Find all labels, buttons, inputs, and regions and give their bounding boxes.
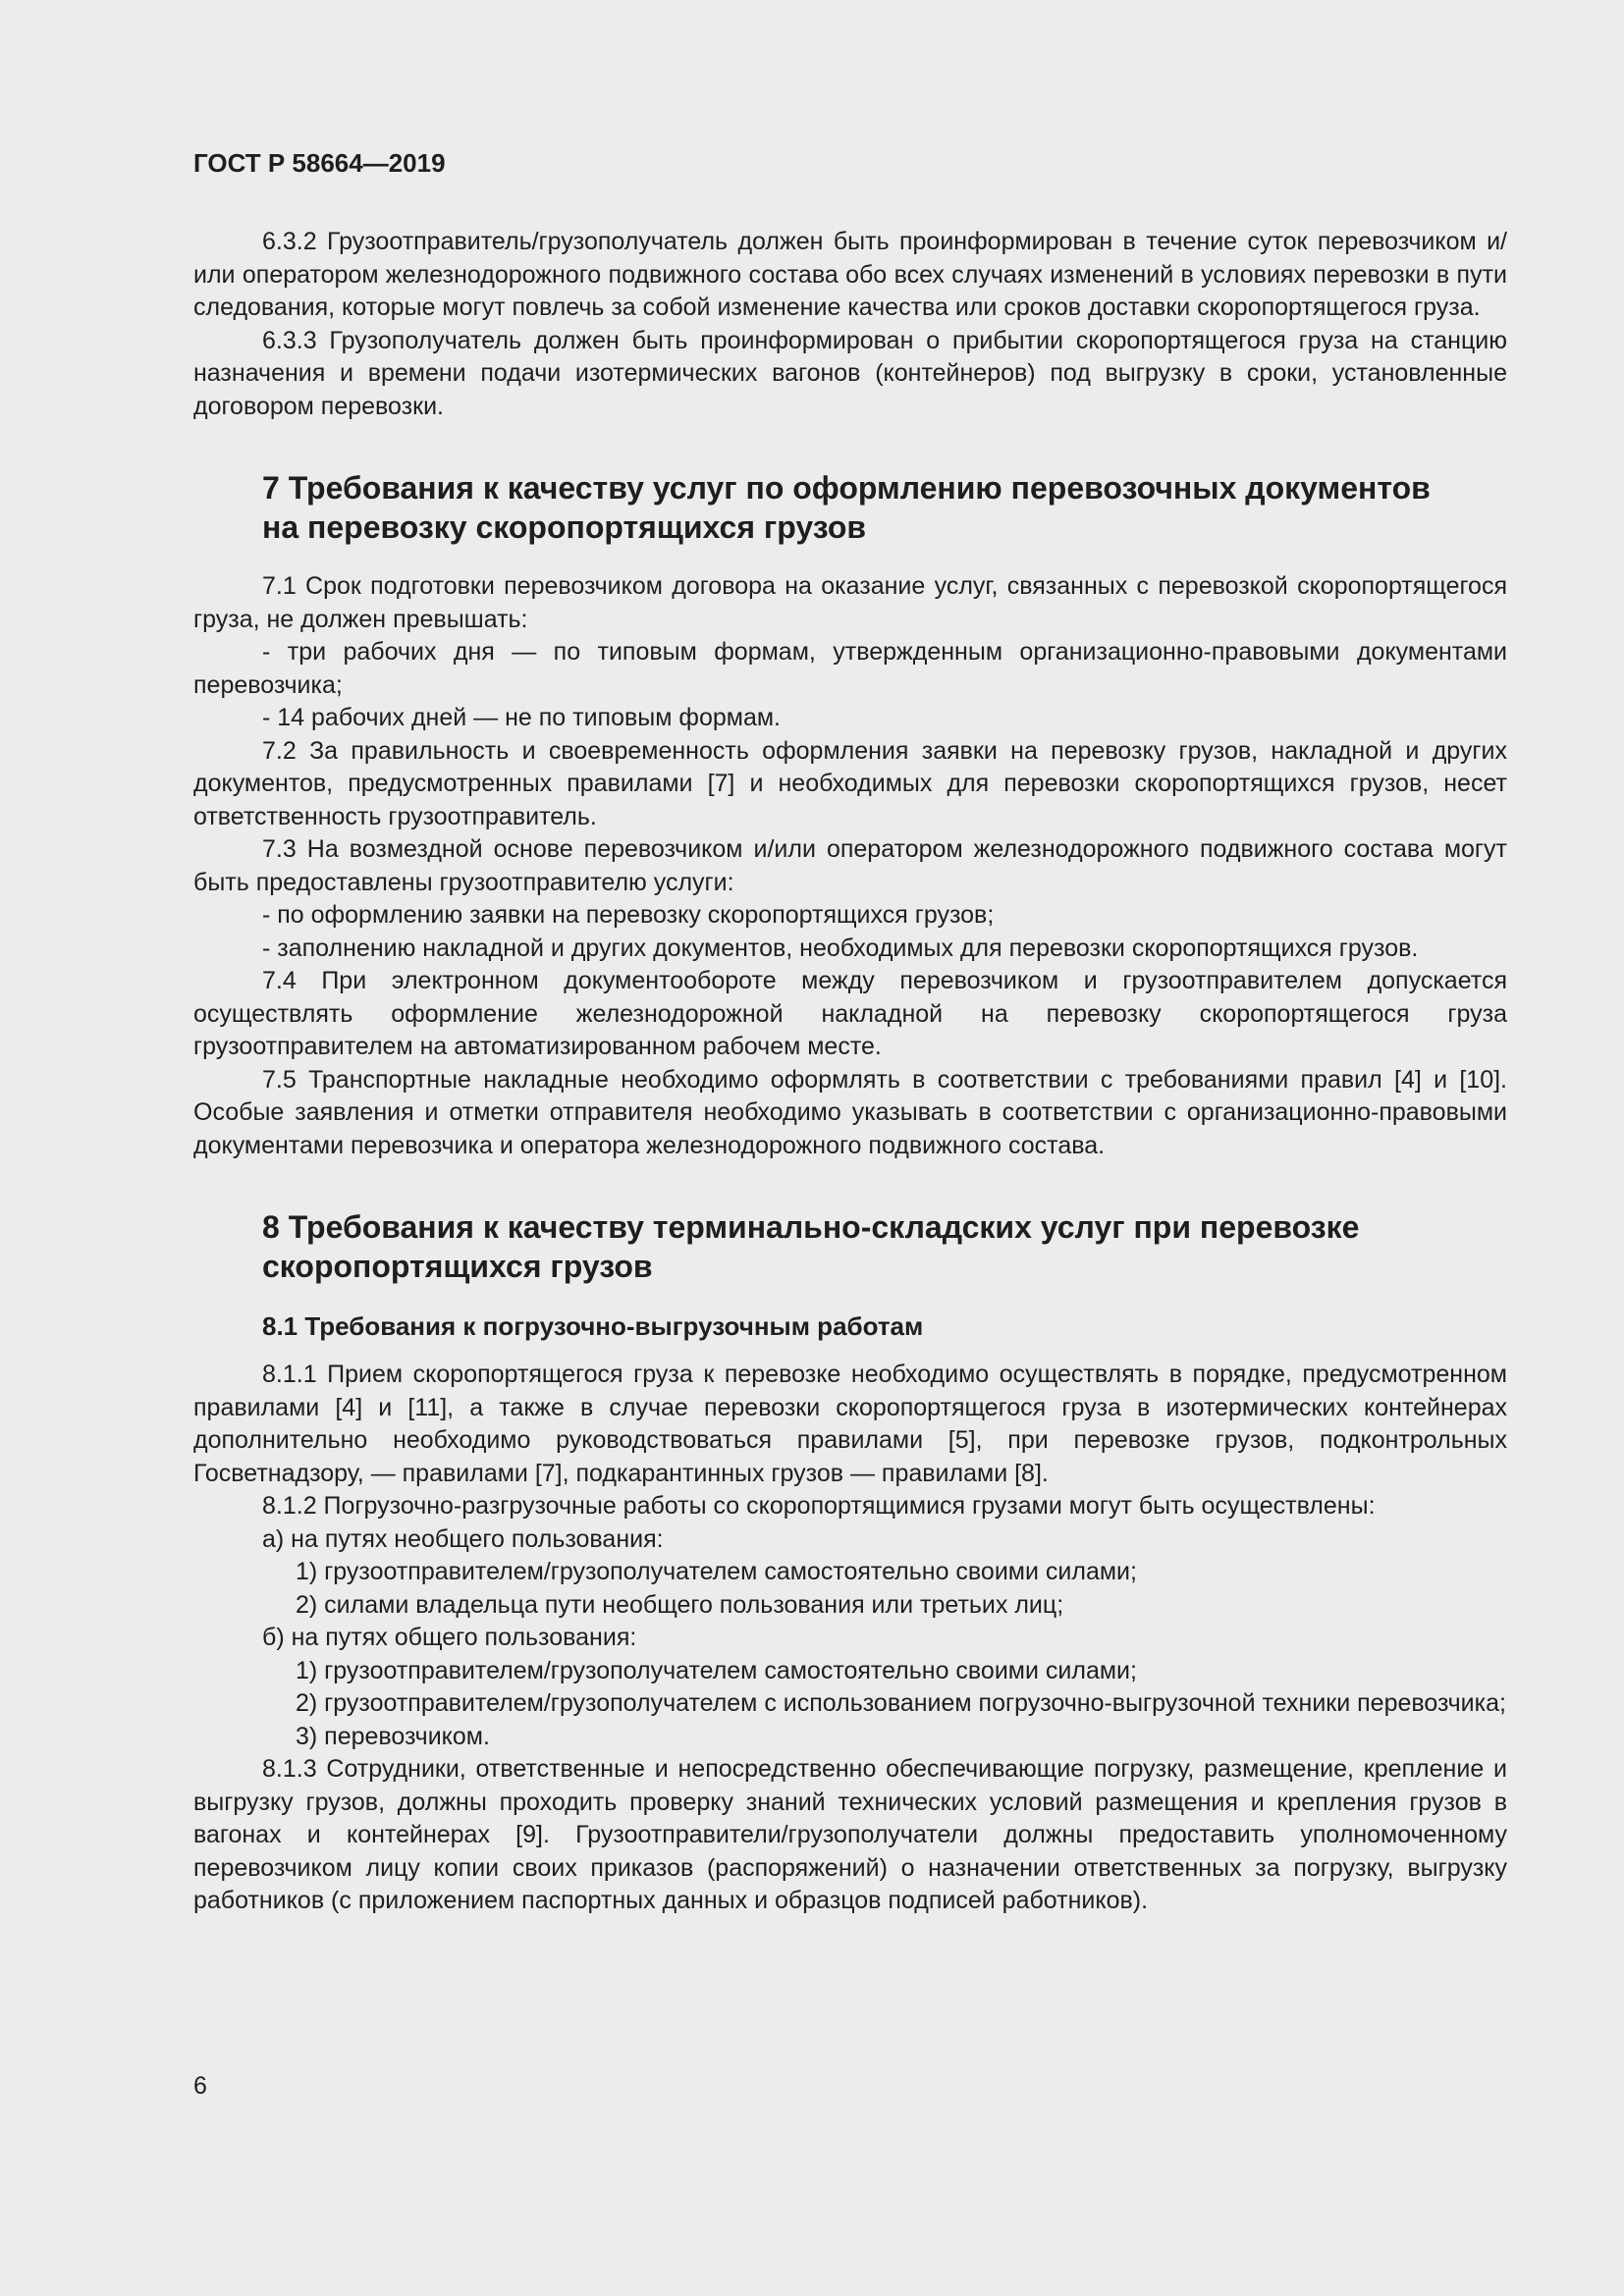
page-number: 6	[193, 2072, 207, 2100]
list-item: 2) грузоотправителем/грузополучателем с использованием погрузочно-выгрузочной техники перевозчика;	[296, 1689, 1506, 1717]
paragraph-7-5: 7.5 Транспортные накладные необходимо оформлять в соответствии с требованиями правил [4] и [10]. Особые заявления и отметки отправителя необходимо указывать в соответствии с организационно-правовыми документами перевозчика и оператора железнодорожного подвижного состава.	[193, 1065, 1507, 1159]
paragraph-7-4: 7.4 При электронном документообороте между перевозчиком и грузоотправителем допускается осуществлять оформление железнодорожной накладной на перевозку скоропортящегося груза грузоотправителем на автоматизированном рабочем месте.	[193, 967, 1507, 1060]
list-item: - три рабочих дня — по типовым формам, утвержденным организационно-правовыми документами перевозчика;	[193, 638, 1507, 699]
section-7-heading-line2: на перевозку скоропортящихся грузов	[262, 509, 867, 545]
list-item: 2) силами владельца пути необщего пользования или третьих лиц;	[296, 1590, 1064, 1619]
section-7-heading-line1: 7 Требования к качеству услуг по оформлению перевозочных документов	[262, 470, 1431, 506]
section-8	[193, 1207, 1507, 1918]
paragraph-6-3-2: 6.3.2 Грузоотправитель/грузополучатель должен быть проинформирован в течение суток перевозчиком и/или оператором железнодорожного подвижного состава обо всех случаях изменений в условиях перевозки в пути следования, которые могут повлечь за собой изменение качества или сроков доставки скоропортящегося груза.	[193, 228, 1507, 321]
list-item: - заполнению накладной и других документов, необходимых для перевозки скоропортящихся грузов.	[262, 934, 1419, 962]
list-item: - по оформлению заявки на перевозку скоропортящихся грузов;	[262, 901, 995, 929]
paragraph-8-1-1: 8.1.1 Прием скоропортящегося груза к перевозке необходимо осуществлять в порядке, предусмотренном правилами [4] и [11], а также в случае перевозки скоропортящегося груза в изотермических контейнерах дополнительно необходимо руководствоваться правилами [5], при перевозке грузов, подконтрольных Госветнадзору, — правилами [7], подкарантинных грузов — правилами [8].	[193, 1361, 1507, 1487]
paragraph-7-2: 7.2 За правильность и своевременность оформления заявки на перевозку грузов, накладной и других документов, предусмотренных правилами [7] и необходимых для перевозки скоропортящихся грузов, несет ответственность грузоотправитель.	[193, 736, 1507, 830]
section-6-3-continuation	[193, 226, 1507, 423]
subsection-8-1-heading: 8.1 Требования к погрузочно-выгрузочным работам	[262, 1311, 924, 1341]
list-item: - 14 рабочих дней — не по типовым формам.	[262, 704, 781, 731]
paragraph-8-1-3: 8.1.3 Сотрудники, ответственные и непосредственно обеспечивающие погрузку, размещение, крепление и выгрузку грузов, должны проходить проверку знаний технических условий размещения и крепления грузов в вагонах и контейнерах [9]. Грузоотправители/грузополучатели должны предоставить уполномоченному перевозчиком лицу копии своих приказов (распоряжений) о назначении ответственных за погрузку, выгрузку работников (с приложением паспортных данных и образцов подписей работников).	[193, 1755, 1507, 1914]
document-header: ГОСТ Р 58664—2019	[193, 148, 446, 178]
section-8-heading-line1: 8 Требования к качеству терминально-складских услуг при перевозке	[262, 1209, 1360, 1245]
paragraph-7-1: 7.1 Срок подготовки перевозчиком договора на оказание услуг, связанных с перевозкой скоропортящегося груза, не должен превышать:	[193, 572, 1507, 633]
paragraph-8-1-2: 8.1.2 Погрузочно-разгрузочные работы со скоропортящимися грузами могут быть осуществлены:	[262, 1492, 1376, 1520]
section-8-heading	[262, 1207, 1507, 1286]
section-7-heading	[262, 468, 1507, 547]
list-item: 1) грузоотправителем/грузополучателем самостоятельно своими силами;	[296, 1558, 1137, 1585]
paragraph-7-3: 7.3 На возмездной основе перевозчиком и/или оператором железнодорожного подвижного состава могут быть предоставлены грузоотправителю услуги:	[193, 835, 1507, 896]
section-7	[193, 468, 1507, 1162]
paragraph-6-3-3: 6.3.3 Грузополучатель должен быть проинформирован о прибытии скоропортящегося груза на станцию назначения и времени подачи изотермических вагонов (контейнеров) под выгрузку в сроки, установленные договором перевозки.	[193, 326, 1507, 420]
list-item: б) на путях общего пользования:	[262, 1624, 637, 1651]
list-item: 1) грузоотправителем/грузополучателем самостоятельно своими силами;	[296, 1656, 1137, 1684]
section-8-heading-line2: скоропортящихся грузов	[262, 1249, 653, 1284]
list-item: а) на путях необщего пользования:	[262, 1524, 664, 1553]
list-item: 3) перевозчиком.	[296, 1722, 490, 1750]
document-page	[193, 143, 1507, 1918]
